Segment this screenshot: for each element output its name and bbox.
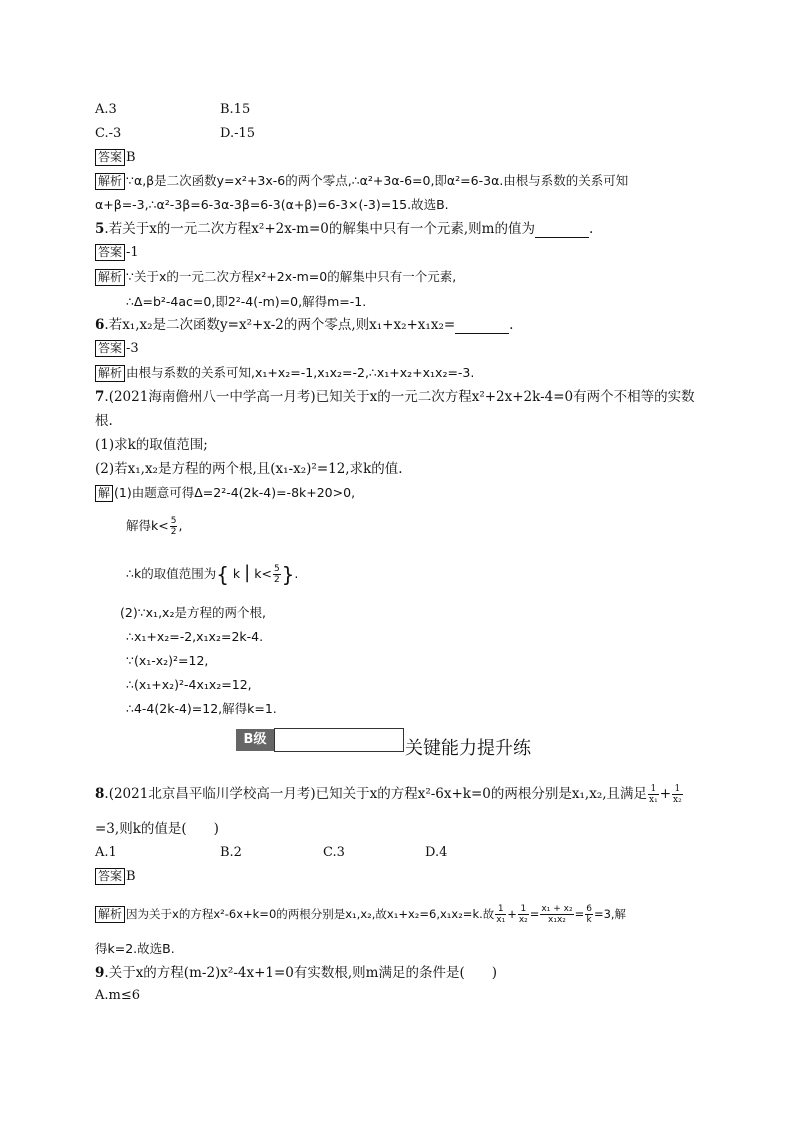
- fraction: $\frac{5}{2}$: [170, 516, 177, 537]
- answer-tag: 答案: [95, 340, 125, 357]
- section-title-box: [274, 728, 404, 752]
- q8-option-d: D.4: [425, 845, 448, 860]
- q7-solution-line4: (2)∵x₁,x₂是方程的两个根,: [120, 605, 266, 620]
- q7-solution-line5: ∴x₁+x₂=-2,x₁x₂=2k-4.: [126, 629, 264, 644]
- fraction: $\frac{1}{\text{x₁}}$: [649, 784, 658, 805]
- q8-stem-cont: =3,则k的值是( ): [95, 821, 219, 837]
- q7-stem-cont: 根.: [95, 413, 113, 429]
- q4-analysis: 解析 ∵α,β是二次函数y=x²+3x-6的两个零点,∴α²+3α-6=0,即α²=6-3α.由根与系数的关系可知: [95, 172, 628, 190]
- q4-option-b: B.15: [220, 102, 251, 117]
- q7-solution-line8: ∴4-4(2k-4)=12,解得k=1.: [126, 701, 277, 716]
- section-title: 关键能力提升练: [405, 738, 531, 759]
- q5-stem: 5.若关于x的一元二次方程x²+2x-m=0的解集中只有一个元素,则m的值为 .: [95, 221, 594, 237]
- q8-answer: 答案 B: [95, 868, 136, 886]
- q6-stem: 6.若x₁,x₂是二次函数y=x²+x-2的两个零点,则x₁+x₂+x₁x₂= .: [95, 317, 514, 333]
- q7-part1: (1)求k的取值范围;: [95, 437, 208, 453]
- q5-analysis: 解析 ∵关于x的一元二次方程x²+2x-m=0的解集中只有一个元素,: [95, 268, 456, 286]
- q4-analysis-cont: α+β=-3,∴α²-3β=6-3α-3β=6-3(α+β)=6-3×(-3)=15.故选B.: [95, 197, 449, 212]
- q4-option-c: C.-3: [95, 126, 122, 141]
- q5-analysis-cont: ∴Δ=b²-4ac=0,即2²-4(-m)=0,解得m=-1.: [126, 294, 367, 309]
- q8-stem: 8.(2021北京昌平临川学校高一月考)已知关于x的方程x²-6x+k=0的两根分别是x₁,x₂,且满足 $\frac{1}{\text{x₁}}$ + $\frac{1}{\text{x₂}}$: [95, 784, 682, 805]
- q7-solution: 解 (1)由题意可得Δ=2²-4(2k-4)=-8k+20>0,: [95, 484, 355, 502]
- q7-part2: (2)若x₁,x₂是方程的两个根,且(x₁-x₂)²=12,求k的值.: [95, 461, 403, 477]
- level-badge: B级: [236, 729, 274, 751]
- analysis-tag: 解析: [95, 365, 125, 382]
- q7-solution-line2: 解得k< $\frac{5}{2}$ ,: [126, 516, 183, 537]
- q5-answer: 答案 -1: [95, 244, 139, 262]
- fraction: $\frac{1}{\text{x₂}}$: [673, 784, 682, 805]
- q7-solution-line7: ∴(x₁+x₂)²-4x₁x₂=12,: [126, 677, 252, 692]
- q7-solution-line3: ∴k的取值范围为{ k | k< $\frac{5}{2}$ }.: [126, 562, 299, 587]
- q7-stem: 7.(2021海南儋州八一中学高一月考)已知关于x的一元二次方程x²+2x+2k-4=0有两个不相等的实数: [95, 389, 695, 405]
- q4-option-a: A.3: [95, 102, 117, 117]
- answer-tag: 答案: [95, 868, 125, 885]
- solution-tag: 解: [95, 485, 113, 502]
- analysis-tag: 解析: [95, 269, 125, 286]
- q8-option-c: C.3: [323, 845, 345, 860]
- q8-analysis-cont: 得k=2.故选B.: [95, 941, 175, 956]
- answer-tag: 答案: [95, 149, 125, 166]
- q6-answer: 答案 -3: [95, 340, 139, 358]
- q6-analysis: 解析 由根与系数的关系可知,x₁+x₂=-1,x₁x₂=-2,∴x₁+x₂+x₁x₂=-3.: [95, 364, 474, 382]
- q4-option-d: D.-15: [220, 126, 256, 141]
- q4-answer: 答案 B: [95, 149, 136, 167]
- fraction: $\frac{5}{2}$: [273, 564, 280, 585]
- fraction: $\frac{\text{x₁ + x₂}}{\text{x₁x₂}}$: [541, 904, 573, 925]
- q8-option-b: B.2: [220, 845, 242, 860]
- q9-option-a: A.m≤6: [95, 988, 141, 1003]
- q7-solution-line6: ∵(x₁-x₂)²=12,: [126, 653, 209, 668]
- fraction: $\frac{6}{k}$: [586, 904, 592, 925]
- q8-option-a: A.1: [95, 845, 117, 860]
- analysis-tag: 解析: [95, 173, 125, 190]
- analysis-tag: 解析: [95, 906, 125, 923]
- q9-stem: 9.关于x的方程(m-2)x²-4x+1=0有实数根,则m满足的条件是( ): [95, 965, 498, 981]
- answer-tag: 答案: [95, 244, 125, 261]
- fraction: $\frac{1}{\text{x₁}}$: [496, 904, 506, 925]
- q8-analysis: 解析 因为关于x的方程x²-6x+k=0的两根分别是x₁,x₂,故x₁+x₂=6,x₁x₂=k.故 $\frac{1}{\text{x₁}}$ + $\frac{1}{\text{x₂}}$ = $\frac{\text{x₁ + x₂}}{\text{x₁x₂}}$ = $\frac{6}{k}$ =3,解: [95, 904, 626, 925]
- fraction: $\frac{1}{\text{x₂}}$: [518, 904, 528, 925]
